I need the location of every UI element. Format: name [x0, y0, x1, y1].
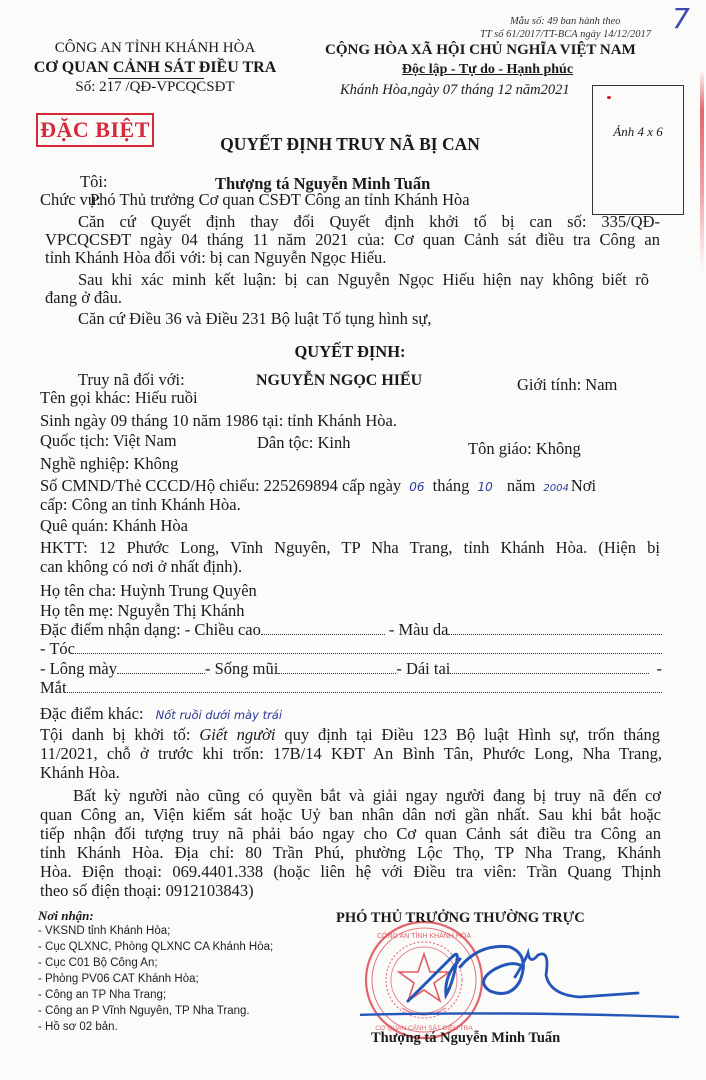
special-stamp-text: ĐẶC BIỆT — [40, 117, 150, 142]
birth-info: Sinh ngày 09 tháng 10 năm 1986 tại: tỉnh Khánh Hòa. — [40, 411, 397, 430]
id-issue-year: 2004 — [543, 483, 569, 494]
issuer-name: Thượng tá Nguyễn Minh Tuấn — [215, 174, 431, 193]
eyebrow-blank — [117, 659, 205, 674]
country-name: CỘNG HÒA XÃ HỘI CHỦ NGHĨA VIỆT NAM — [325, 42, 636, 58]
ear-blank — [450, 659, 648, 674]
crime-prefix: Tội danh bị khởi tố: — [40, 725, 191, 744]
residence-line1: HKTT: 12 Phước Long, Vĩnh Nguyên, TP Nha Trang, tỉnh Khánh Hòa. (Hiện bị — [40, 538, 660, 557]
other-features-value: Nốt ruồi dưới mày trái — [155, 708, 283, 722]
handwritten-signature-icon — [360, 935, 690, 1045]
crime-name: Giết người — [199, 725, 276, 744]
features-line1 — [40, 620, 662, 640]
occupation: Nghề nghiệp: Không — [40, 454, 179, 473]
crime-line2: 11/2021, chỗ ở trước khi trốn: 17B/14 KĐT An Bình Tân, Phước Long, Nha Trang, — [40, 744, 662, 763]
notice-line5: Hòa. Điện thoại: 069.4401.338 (hoặc liên hệ với Điều tra viên: Trần Quang Thịnh — [40, 862, 661, 881]
ethnicity: Dân tộc: Kinh — [257, 433, 351, 452]
eyebrow-label: - Lông mày — [40, 659, 117, 678]
recipient-item: - Phòng PV06 CAT Khánh Hòa; — [38, 973, 199, 985]
recipient-item: - VKSND tỉnh Khánh Hòa; — [38, 925, 171, 937]
wanted-label: Truy nã đối với: — [78, 370, 185, 389]
id-number-prefix: Số CMND/Thẻ CCCD/Hộ chiếu: 225269894 cấp ngày — [40, 476, 402, 495]
photo-box-label: Ảnh 4 x 6 — [613, 124, 663, 139]
basis-p1-line3: tỉnh Khánh Hòa đối với: bị can Nguyễn Ngọc Hiếu. — [45, 248, 387, 267]
agency-name: CƠ QUAN CẢNH SÁT ĐIỀU TRA — [33, 59, 277, 76]
id-issue-day: 06 — [409, 480, 425, 494]
eyes-label: Mắt — [40, 678, 67, 697]
residence-line2: can không có nơi ở nhất định). — [40, 557, 243, 576]
basis-p2-line2: đang ở đâu. — [45, 288, 122, 307]
eyes-blank — [67, 678, 662, 693]
notice-line6: theo số điện thoại: 0912103843) — [40, 881, 254, 900]
basis-p1-line1: Căn cứ Quyết định thay đổi Quyết định khởi tố bị can số: 335/QĐ- — [78, 212, 660, 231]
issuer-label: Tôi: — [80, 172, 108, 191]
nose-label: - Sống mũi — [204, 659, 279, 678]
id-month-label: tháng — [432, 476, 470, 495]
father-name: Họ tên cha: Huỳnh Trung Quyên — [40, 581, 257, 600]
other-features-label: Đặc điểm khác: — [40, 704, 144, 723]
features-line2 — [40, 639, 662, 659]
id-issuer-label: Nơi — [570, 476, 597, 495]
page-number-mark: 7 — [672, 2, 690, 35]
crime-line3: Khánh Hòa. — [40, 763, 120, 782]
crime-suffix: quy định tại Điều 123 Bộ luật Hình sự, trốn tháng — [284, 725, 660, 744]
nationality: Quốc tịch: Việt Nam — [40, 431, 177, 450]
nose-blank — [278, 659, 396, 674]
agency-parent: CÔNG AN TỈNH KHÁNH HÒA — [54, 40, 256, 56]
form-note-2: TT số 61/2017/TT-BCA ngày 14/12/2017 — [480, 29, 651, 40]
id-number-line — [40, 476, 662, 496]
svg-text:CƠ QUAN CẢNH SÁT ĐIỀU TRA: CƠ QUAN CẢNH SÁT ĐIỀU TRA — [375, 1025, 473, 1032]
basis-p2-line1: Sau khi xác minh kết luận: bị can Nguyễn Ngọc Hiếu hiện nay không biết rõ — [78, 270, 649, 289]
form-note-1: Mẫu số: 49 ban hành theo — [510, 16, 621, 27]
mother-name: Họ tên mẹ: Nguyễn Thị Khánh — [40, 601, 245, 620]
signature-title: PHÓ THỦ TRƯỞNG THƯỜNG TRỰC — [336, 910, 585, 926]
skin-blank — [448, 620, 662, 635]
notice-line3: tiếp nhận đối tượng truy nã phải báo ngay cho Cơ quan Cảnh sát điều tra Công an — [40, 824, 661, 843]
wanted-person-name: NGUYỄN NGỌC HIẾU — [256, 372, 423, 389]
red-ink-dot — [607, 96, 611, 99]
recipients-heading: Nơi nhận: — [38, 908, 94, 923]
notice-line2: quan Công an, Viện kiểm sát hoặc Uỷ ban nhân dân nơi gần nhất. Sau khi bắt hoặc — [40, 805, 661, 824]
issuer-position-label: Chức vụ: — [40, 190, 101, 209]
gender: Giới tính: Nam — [517, 375, 618, 394]
basis-p3: Căn cứ Điều 36 và Điều 231 Bộ luật Tố tụng hình sự, — [78, 309, 432, 328]
id-issue-month: 10 — [477, 480, 493, 494]
skin-label: - Màu da — [388, 620, 449, 639]
special-stamp — [36, 113, 154, 147]
features-line3 — [40, 659, 662, 679]
alias: Tên gọi khác: Hiếu ruồi — [40, 388, 198, 407]
height-label: Đặc điểm nhận dạng: - Chiều cao — [40, 620, 261, 639]
id-issuer: cấp: Công an tỉnh Khánh Hòa. — [40, 495, 241, 514]
recipient-item: - Cục QLXNC, Phòng QLXNC CA Khánh Hòa; — [38, 941, 274, 953]
document-number: Số: 217 /QĐ-VPCQCSĐT — [75, 79, 235, 95]
features-line4 — [40, 678, 662, 698]
hair-label: - Tóc — [40, 639, 75, 658]
other-features — [40, 704, 282, 724]
recipient-item: - Cục C01 Bộ Công An; — [38, 957, 158, 969]
issuer-position: Phó Thủ trưởng Cơ quan CSĐT Công an tỉnh Khánh Hòa — [90, 190, 470, 209]
ear-label: - Dái tai — [396, 659, 451, 678]
decision-heading: QUYẾT ĐỊNH: — [294, 342, 406, 361]
religion: Tôn giáo: Không — [468, 439, 581, 458]
notice-line4: tỉnh Khánh Hòa. Địa chỉ: 80 Trần Phú, phường Lộc Thọ, TP Nha Trang, Khánh — [40, 843, 661, 862]
recipient-item: - Công an P Vĩnh Nguyên, TP Nha Trang. — [38, 1005, 250, 1017]
photo-placeholder-box — [592, 85, 684, 215]
basis-p1-line2: VPCQCSĐT ngày 04 tháng 11 năm 2021 của: Cơ quan Cảnh sát điều tra Công an — [45, 230, 660, 249]
svg-text:CÔNG AN TỈNH KHÁNH HÒA: CÔNG AN TỈNH KHÁNH HÒA — [377, 933, 471, 940]
hair-blank — [75, 639, 662, 654]
crime-line1 — [40, 725, 660, 745]
id-year-label: năm — [506, 476, 536, 495]
recipient-item: - Hồ sơ 02 bản. — [38, 1021, 118, 1033]
signer-name: Thượng tá Nguyễn Minh Tuấn — [371, 1030, 561, 1046]
place-and-date: Khánh Hòa,ngày 07 tháng 12 năm2021 — [340, 82, 570, 98]
hometown: Quê quán: Khánh Hòa — [40, 516, 189, 535]
document-title: QUYẾT ĐỊNH TRUY NÃ BỊ CAN — [220, 134, 480, 154]
national-motto: Độc lập - Tự do - Hạnh phúc — [401, 62, 574, 77]
seal-edge-mark — [700, 70, 704, 270]
recipient-item: - Công an TP Nha Trang; — [38, 989, 167, 1001]
height-blank — [261, 620, 385, 635]
eyes-dash: - — [656, 659, 662, 678]
notice-line1: Bất kỳ người nào cũng có quyền bắt và giải ngay người đang bị truy nã đến cơ — [73, 786, 661, 805]
